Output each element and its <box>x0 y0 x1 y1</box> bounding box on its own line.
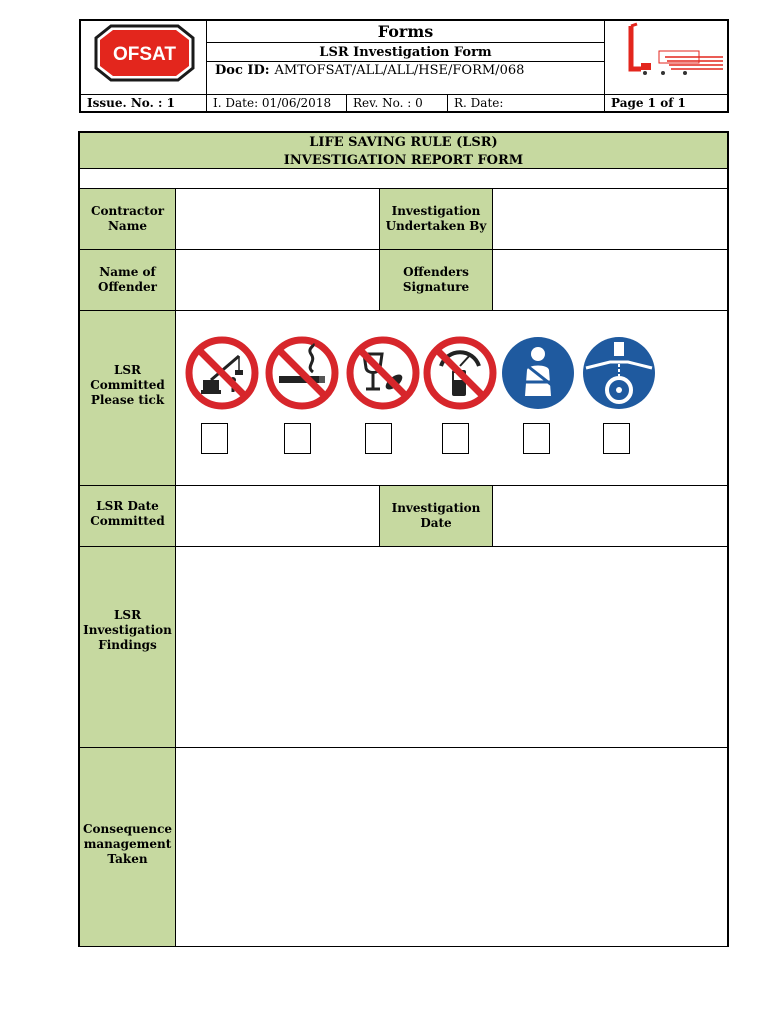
no-alcohol-drugs-icon <box>346 336 420 410</box>
lsr-tick-box-4[interactable] <box>442 423 469 454</box>
lsr-committed-label: LSR Committed Please tick <box>79 310 176 486</box>
document-header <box>79 19 729 113</box>
contractor-name-label: Contractor Name <box>79 188 176 250</box>
r-date: R. Date: <box>448 95 605 111</box>
lsr-signs-panel <box>175 310 728 486</box>
issue-date: I. Date: 01/06/2018 <box>207 95 347 111</box>
issue-no: Issue. No. : 1 <box>81 95 207 111</box>
no-lifting-icon <box>185 336 259 410</box>
forms-heading: Forms <box>207 21 605 43</box>
ofsat-logo-icon <box>81 21 207 94</box>
consequence-label: Consequence management Taken <box>79 747 176 947</box>
offender-name-label: Name of Offender <box>79 249 176 311</box>
lsr-tick-box-3[interactable] <box>365 423 392 454</box>
truck-logo-cell <box>605 21 727 94</box>
offender-signature-label: Offenders Signature <box>379 249 493 311</box>
svg-text:OFSAT: OFSAT <box>113 44 176 65</box>
lsr-date-field[interactable] <box>175 485 380 547</box>
form-title-line2: INVESTIGATION REPORT FORM <box>283 153 524 168</box>
lsr-investigation-form <box>78 131 729 947</box>
contractor-name-field[interactable] <box>175 188 380 250</box>
doc-id <box>207 62 605 94</box>
lsr-tick-box-1[interactable] <box>201 423 228 454</box>
lsr-tick-box-5[interactable] <box>523 423 550 454</box>
truck-logo-icon <box>605 21 727 94</box>
spacer-row <box>79 168 728 189</box>
company-logo-cell <box>81 21 207 94</box>
form-title: LSR Investigation Form <box>207 43 605 62</box>
investigation-date-field[interactable] <box>492 485 728 547</box>
lsr-tick-box-2[interactable] <box>284 423 311 454</box>
lsr-tick-box-6[interactable] <box>603 423 630 454</box>
journey-management-icon <box>582 336 656 410</box>
form-title-banner <box>79 132 728 169</box>
seatbelt-icon <box>501 336 575 410</box>
investigation-by-field[interactable] <box>492 188 728 250</box>
doc-id-label: Doc ID: <box>215 63 270 78</box>
rev-no: Rev. No. : 0 <box>347 95 448 111</box>
offender-signature-field[interactable] <box>492 249 728 311</box>
findings-label: LSR Investigation Findings <box>79 546 176 748</box>
lsr-date-label: LSR Date Committed <box>79 485 176 547</box>
no-smoking-icon <box>265 336 339 410</box>
document-meta-row <box>81 94 727 111</box>
no-phone-speeding-icon <box>423 336 497 410</box>
consequence-field[interactable] <box>175 747 728 947</box>
investigation-by-label: Investigation Undertaken By <box>379 188 493 250</box>
doc-id-value: AMTOFSAT/ALL/ALL/HSE/FORM/068 <box>274 63 525 78</box>
form-title-line1: LIFE SAVING RULE (LSR) <box>309 135 498 150</box>
page-number: Page 1 of 1 <box>611 96 686 110</box>
findings-field[interactable] <box>175 546 728 748</box>
offender-name-field[interactable] <box>175 249 380 311</box>
investigation-date-label: Investigation Date <box>379 485 493 547</box>
